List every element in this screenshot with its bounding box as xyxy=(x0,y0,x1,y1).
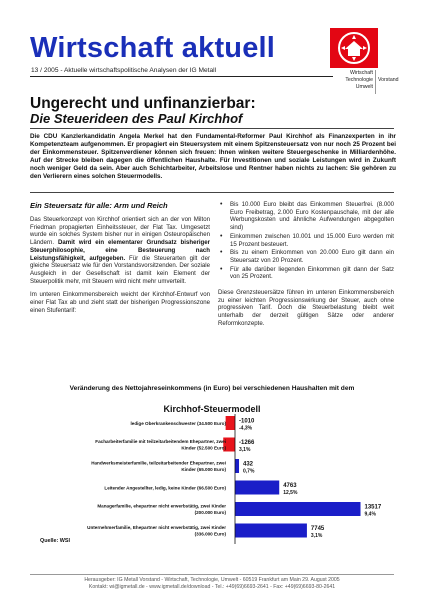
category-label: Handwerksmeisterfamilie, teilzeitarbeitender Ehepartner, zwei Kinder (65.000 Euro) xyxy=(91,460,226,473)
chart-bar xyxy=(235,524,307,538)
chart-bar xyxy=(226,416,235,430)
chart-bar xyxy=(235,459,239,473)
percent-label: 0,7% xyxy=(243,468,255,475)
body-paragraph: Im unteren Einkommensbereich weicht der Kirchhof-Entwurf von einer Flat Tax ab und zieht statt der bisherigen Progressionszone einen Stufentarif: xyxy=(30,291,210,314)
body-paragraph: Diese Grenzsteuersätze führen im unteren Einkommensbereich zu einer leichten Progressionswirkung der Steuer, auch ohne progressiven Tarif. Doch die Steuerbelastung bleibt weit unterhalb der derzeit gültigen Sätze oder anderer Reformkonzepte. xyxy=(218,289,394,327)
chart-bar xyxy=(235,481,279,495)
section-title: Ein Steuersatz für alle: Arm und Reich xyxy=(30,201,168,210)
percent-label: 12,5% xyxy=(283,490,298,496)
value-label: 13517 xyxy=(364,504,382,511)
percent-label: 3,1% xyxy=(239,447,251,453)
issue-subtitle: 13 / 2005 - Aktuelle wirtschaftspolitische Analysen der IG Metall xyxy=(31,67,217,74)
chart-title: Veränderung des Nettojahreseinkommens (in Euro) bei verschiedenen Haushalten mit dem xyxy=(69,385,355,392)
para-text: Für die Steuerarten gilt der gleiche Steuersatz wie für den Vorstandsvorsitzenden. Der soziale Ausgleich in der Gesellschaft ist damit kein Element der Steuerpolitik mehr, mit Steuern wird nicht mehr umverteilt. xyxy=(30,254,210,285)
value-label: 4763 xyxy=(283,483,297,489)
category-label: Facharbeiterfamilie mit teilzeitarbeitendem Ehepartner, zwei Kinder (52.500 Euro) xyxy=(95,439,226,451)
publication-title: Wirtschaft aktuell xyxy=(30,32,276,64)
list-item: • Einkommen zwischen 10.001 und 15.000 Euro werden mit 15 Prozent besteuert. xyxy=(218,233,394,248)
category-label: Unternehmerfamilie, Ehepartner nicht erwerbstätig, zwei Kinder (336.000 Euro) xyxy=(87,525,226,537)
list-item: • Für alle darüber liegenden Einkommen gilt dann der Satz von 25 Prozent. xyxy=(218,266,394,281)
headline-divider xyxy=(30,128,394,129)
percent-label: -4,3% xyxy=(239,425,253,432)
chart-bar xyxy=(235,502,361,516)
dept-divider xyxy=(375,70,376,94)
chart-source: Quelle: WSI xyxy=(40,538,70,544)
footer xyxy=(30,577,394,591)
lead-paragraph: Die CDU Kanzlerkandidatin Angela Merkel hat den Fundamental-Reformer Paul Kirchhof als Finanzexperten in ihr Kompetenzteam aufgenommen. Er propagiert ein Steuersystem mit einem Spitzensteuersatz von nur noch 25 Prozent bei der Einkommensteuer. Spitzenverdiener können sich freuen: Ihnen winken weitere Steuergeschenke in Milliardenhöhe. Auf der Strecke bleiben dagegen die öffentlichen Haushalte. Für Investitionen und soziale Leistungen wird in Zukunft noch weniger Geld da sein. Aber auch Schichtarbeiter, Arbeitslose und Rentner haben nichts zu lachen: Sie gehören zu den Verlierern eines solchen Steuermodells. xyxy=(30,133,396,180)
chart-subtitle: Kirchhof-Steuermodell xyxy=(163,404,261,414)
category-label: Managerfamilie, ehepartner nicht erwerbstätig, zwei Kinder (200.000 Euro) xyxy=(97,503,226,516)
list-item: • Bis 10.000 Euro bleibt das Einkommen Steuerfrei. (8.000 Euro Freibetrag, 2.000 Euro Kostenpauschale, mit der alle Werbungskosten und ähnliche Aufwendungen abgegolten sind) xyxy=(218,201,394,232)
dept-line: Umwelt xyxy=(355,84,373,90)
department-names xyxy=(331,70,373,91)
category-label: ledige Oberkrankenschwester (34.500 Euro) xyxy=(130,420,226,426)
article-subheadline: Die Steuerideen des Paul Kirchhof xyxy=(30,111,243,126)
ig-metall-logo xyxy=(330,28,378,68)
footer-line: Kontakt: wi@igmetall.de - www.igmetall.de/download - Tel.: +49(69)6693-2641 - Fax: +49(69)6693-80-2641 xyxy=(88,584,336,590)
body-paragraph xyxy=(30,216,210,285)
category-label: Leitender Angestellter, ledig, keine Kinder (66.500 Euro) xyxy=(104,485,226,491)
dept-line: Technologie xyxy=(345,77,373,83)
tax-bracket-list xyxy=(218,201,394,281)
net-income-bar-chart xyxy=(30,414,394,544)
dept-label: Vorstand xyxy=(378,77,399,83)
list-item: • Bis zu einem Einkommen von 20.000 Euro gilt dann ein Steuersatz von 20 Prozent. xyxy=(218,249,394,264)
value-label: 432 xyxy=(243,461,254,468)
para-emphasis: Damit wird ein elementarer Grundsatz bisheriger Steuerphilosophie, eine Besteuerung nach Leistungsfähigkeit, aufgegeben. xyxy=(30,239,211,262)
value-label: -1010 xyxy=(239,418,255,425)
para-text: Das Steuerkonzept von Kirchhof orientiert sich an der von Milton Friedman propagierten Einheitssteuer, der Flat Tax. Umgesetzt wurde ein solches System bisher nur in einigen Osteuropäischen Ländern. xyxy=(30,216,210,247)
left-column xyxy=(30,201,210,320)
footer-divider xyxy=(30,574,394,575)
lead-divider xyxy=(30,192,394,193)
masthead-divider xyxy=(30,76,333,77)
value-label: -1266 xyxy=(239,440,255,446)
value-label: 7745 xyxy=(310,526,325,532)
article-headline: Ungerecht und unfinanzierbar: xyxy=(30,95,256,112)
dept-line: Wirtschaft xyxy=(349,70,373,76)
footer-line: Herausgeber: IG Metall Vorstand - Wirtschaft, Technologie, Umwelt - 60519 Frankfurt am Main 29. August 2005 xyxy=(84,577,340,583)
percent-label: 3,1% xyxy=(310,533,323,539)
right-column xyxy=(218,201,394,328)
percent-label: 9,4% xyxy=(364,511,376,518)
